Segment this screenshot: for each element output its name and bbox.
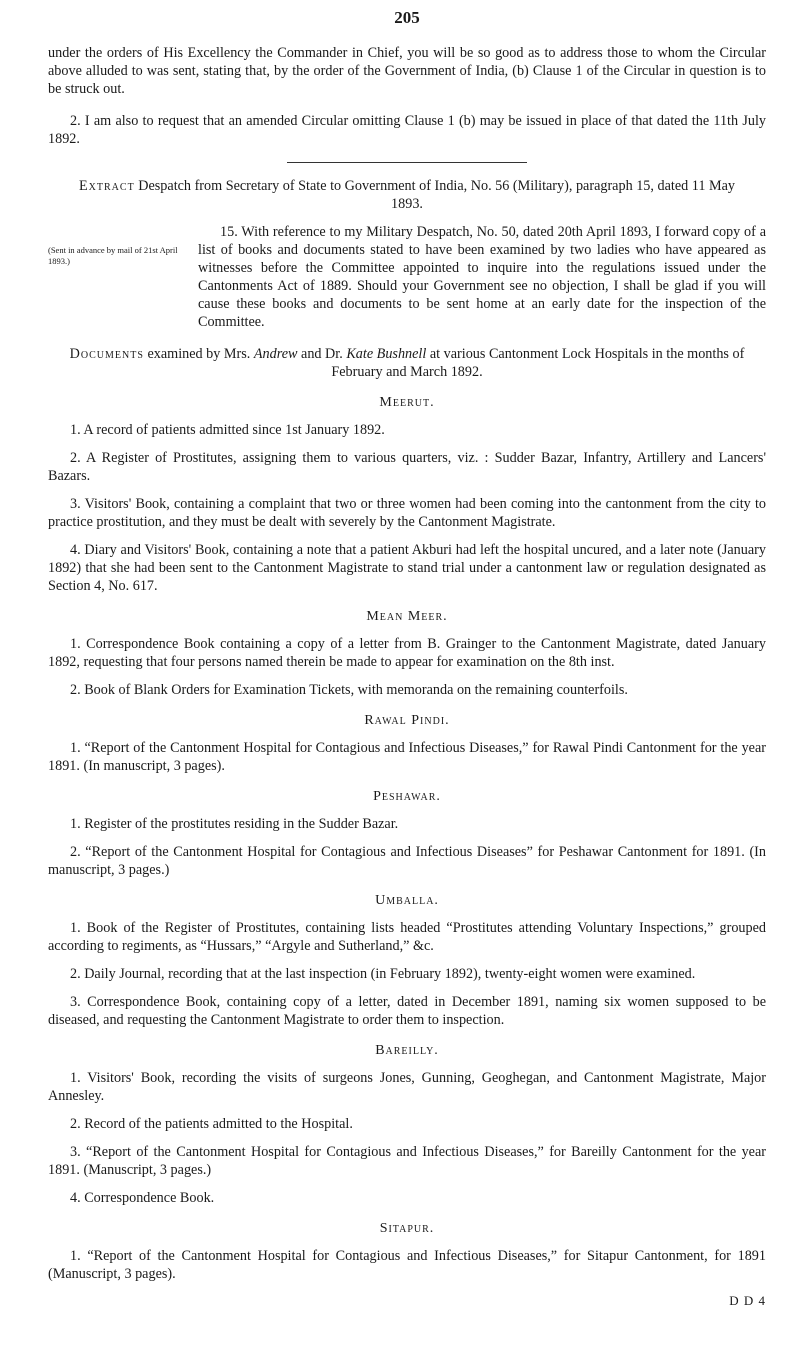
extract-heading-rest: Despatch from Secretary of State to Government of India, No. 56 (Military), paragraph 15, dated 11 May 1893. bbox=[138, 178, 735, 212]
section-title: Umballa. bbox=[375, 893, 439, 908]
documents-heading-mid: and Dr. bbox=[301, 346, 343, 362]
section-item: 1. Correspondence Book containing a copy of a letter from B. Grainger to the Cantonment Magistrate, dated January 1892, requesting that four persons named therein be made to appear for examination on the 8th inst. bbox=[48, 636, 766, 670]
section-item: 2. Daily Journal, recording that at the last inspection (in February 1892), twenty-eight women were examined. bbox=[70, 966, 696, 982]
section-item: 4. Diary and Visitors' Book, containing a note that a patient Akburi had left the hospital uncured, and a later note (January 1892) that she had been sent to the Cantonment Magistrate to stand trial under a cantonment law or regulation designated as Section 4, No. 617. bbox=[48, 542, 766, 594]
section-item: 1. “Report of the Cantonment Hospital for Contagious and Infectious Diseases,” for Rawal Pindi Cantonment for the year 1891. (In manuscript, 3 pages). bbox=[48, 740, 766, 774]
extract-heading bbox=[48, 177, 766, 213]
section-item: 2. “Report of the Cantonment Hospital for Contagious and Infectious Diseases” for Peshawar Cantonment for 1891. (In manuscript, 3 pages.) bbox=[48, 844, 766, 878]
section-title: Bareilly. bbox=[375, 1043, 439, 1058]
extract-body bbox=[48, 223, 766, 331]
section-item: 3. “Report of the Cantonment Hospital for Contagious and Infectious Diseases,” for Bareilly Cantonment for the year 1891. (Manuscript, 3 pages.) bbox=[48, 1144, 766, 1178]
section-item: 1. A record of patients admitted since 1st January 1892. bbox=[70, 422, 385, 438]
section-item: 3. Correspondence Book, containing copy of a letter, dated in December 1891, naming six women supposed to be diseased, and requesting the Cantonment Magistrate to order them to inspection. bbox=[48, 994, 766, 1028]
section-title: Sitapur. bbox=[379, 1221, 435, 1236]
extract-heading-lead: Extract bbox=[79, 178, 135, 194]
documents-heading bbox=[48, 345, 766, 381]
section-item: 2. A Register of Prostitutes, assigning them to various quarters, viz. : Sudder Bazar, Infantry, Artillery and Lancers' Bazars. bbox=[48, 450, 766, 484]
section-item: 1. Visitors' Book, recording the visits of surgeons Jones, Gunning, Geoghegan, and Cantonment Magistrate, Major Annesley. bbox=[48, 1070, 766, 1104]
section-item: 3. Visitors' Book, containing a complaint that two or three women had been coming into the cantonment from the city to practice prostitution, and they must be dealt with severely by the Cantonment Magistrate. bbox=[48, 496, 766, 530]
sections-container bbox=[48, 395, 766, 1283]
section-title: Rawal Pindi. bbox=[364, 713, 450, 728]
section-title: Peshawar. bbox=[373, 789, 441, 804]
documents-heading-pre: examined by Mrs. bbox=[147, 346, 251, 362]
documents-name-2: Kate Bushnell bbox=[346, 346, 427, 362]
page bbox=[48, 8, 766, 1309]
divider bbox=[287, 162, 527, 163]
section-title: Mean Meer. bbox=[366, 609, 448, 624]
opening-paragraph-2: 2. I am also to request that an amended Circular omitting Clause 1 (b) may be issued in place of that dated the 11th July 1892. bbox=[48, 113, 766, 147]
extract-paragraph: 15. With reference to my Military Despatch, No. 50, dated 20th April 1893, I forward copy of a list of books and documents stated to have been examined by two ladies who have appeared as witnesses before the Committee appointed to inquire into the regulations issued under the Cantonments Act of 1889. Should your Government see no objection, I shall be glad if you will cause these books and documents to be sent home at an early date for the inspection of the Committee. bbox=[198, 224, 766, 330]
section-item: 1. Book of the Register of Prostitutes, containing lists headed “Prostitutes attending Voluntary Inspections,” grouped according to regiments, as “Hussars,” “Argyle and Sutherland,” &c. bbox=[48, 920, 766, 954]
section-item: 2. Book of Blank Orders for Examination Tickets, with memoranda on the remaining counterfoils. bbox=[70, 682, 628, 698]
signature-mark: D D 4 bbox=[729, 1293, 766, 1308]
section-item: 1. “Report of the Cantonment Hospital for Contagious and Infectious Diseases,” for Sitapur Cantonment, for 1891 (Manuscript, 3 pages). bbox=[48, 1248, 766, 1282]
page-number: 205 bbox=[394, 8, 420, 27]
section-item: 1. Register of the prostitutes residing in the Sudder Bazar. bbox=[70, 816, 399, 832]
documents-heading-post: at various Cantonment Lock Hospitals in the months of February and March 1892. bbox=[331, 346, 745, 380]
margin-note: (Sent in advance by mail of 21st April 1893.) bbox=[48, 245, 178, 266]
opening-paragraph-1: under the orders of His Excellency the Commander in Chief, you will be so good as to address those to whom the Circular above alluded to was sent, stating that, by the order of the Government of India, (b) Clause 1 of the Circular in question is to be struck out. bbox=[48, 45, 766, 97]
section-title: Meerut. bbox=[379, 395, 435, 410]
documents-name-1: Andrew bbox=[253, 346, 298, 362]
section-item: 2. Record of the patients admitted to the Hospital. bbox=[70, 1116, 353, 1132]
documents-heading-lead: Documents bbox=[69, 346, 144, 362]
section-item: 4. Correspondence Book. bbox=[70, 1190, 215, 1206]
